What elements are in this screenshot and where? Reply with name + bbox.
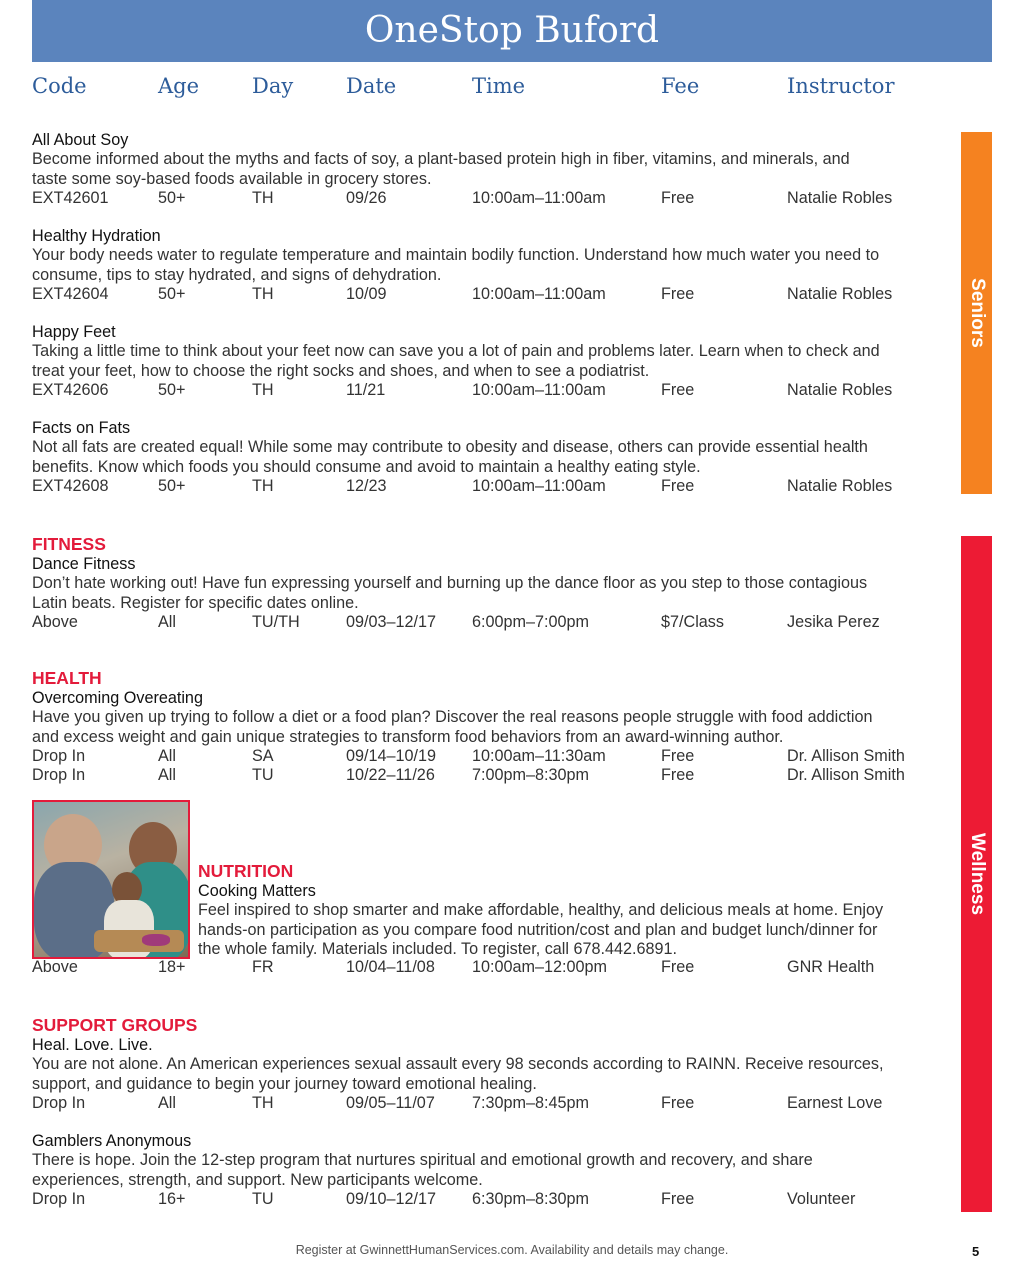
- column-header-date: Date: [346, 74, 397, 98]
- section-health: [32, 668, 952, 785]
- category-heading: HEALTH: [32, 668, 102, 688]
- class-title: Facts on Fats: [32, 419, 131, 437]
- class-description: Not all fats are created equal! While some may contribute to obesity and disease, others can provide essential health benefits. Know which foods you should consume and avoid to maintain a healthy eating style.: [32, 438, 868, 476]
- column-header-age: Age: [158, 74, 200, 98]
- schedule-row: Above 18+ FR 10/04–11/08 10:00am–12:00pm Free GNR Health: [32, 958, 875, 976]
- section-fitness: [32, 534, 952, 632]
- class-healthy-hydration: [32, 227, 952, 304]
- class-description: Feel inspired to shop smarter and make affordable, healthy, and delicious meals at home. Enjoy hands-on participation as you compare food nutrition/cost and plan and budget lunch/dinner for the whole family. Materials included. To register, call 678.442.6891.: [198, 901, 884, 958]
- class-description: You are not alone. An American experiences sexual assault every 98 seconds according to RAINN. Receive resources, support, and guidance to begin your journey toward emotional healing.: [32, 1055, 884, 1093]
- class-description: Have you given up trying to follow a diet or a food plan? Discover the real reasons people struggle with food addiction and excess weight and gain unique strategies to transform food behaviors from an award-winning author.: [32, 708, 873, 746]
- cooking-family-photo: [32, 800, 190, 959]
- class-title: Overcoming Overeating: [32, 689, 203, 707]
- schedule-row: EXT42606 50+ TH 11/21 10:00am–11:00am Free Natalie Robles: [32, 380, 893, 399]
- section-tab-seniors: Seniors: [961, 132, 992, 494]
- class-gamblers-anonymous: [32, 1132, 952, 1209]
- class-title: Healthy Hydration: [32, 227, 161, 245]
- section-support-groups: [32, 1015, 952, 1113]
- class-description: Don’t hate working out! Have fun expressing yourself and burning up the dance floor as you step to those contagious Latin beats. Register for specific dates online.: [32, 574, 868, 612]
- schedule-row: Drop In 16+ TU 09/10–12/17 6:30pm–8:30pm Free Volunteer: [32, 1189, 856, 1208]
- schedule-row: EXT42601 50+ TH 09/26 10:00am–11:00am Free Natalie Robles: [32, 188, 893, 207]
- class-facts-on-fats: [32, 419, 952, 496]
- column-header-fee: Fee: [661, 74, 700, 98]
- column-header-time: Time: [472, 74, 526, 98]
- category-heading: SUPPORT GROUPS: [32, 1015, 198, 1035]
- class-title: All About Soy: [32, 131, 129, 149]
- schedule-row: Drop In All SA 09/14–10/19 10:00am–11:30am Free Dr. Allison Smith: [32, 746, 905, 765]
- class-description: Your body needs water to regulate temperature and maintain bodily function. Understand how much water you need to consume, tips to stay hydrated, and signs of dehydration.: [32, 246, 880, 284]
- schedule-row: Above All TU/TH 09/03–12/17 6:00pm–7:00pm $7/Class Jesika Perez: [32, 612, 880, 631]
- column-header-instructor: Instructor: [787, 74, 895, 98]
- class-title: Gamblers Anonymous: [32, 1132, 192, 1150]
- schedule-row: EXT42608 50+ TH 12/23 10:00am–11:00am Free Natalie Robles: [32, 476, 893, 495]
- category-heading: FITNESS: [32, 534, 106, 554]
- class-happy-feet: [32, 323, 952, 400]
- class-title: Dance Fitness: [32, 555, 136, 573]
- category-heading: NUTRITION: [198, 861, 294, 881]
- section-nutrition: [198, 861, 958, 959]
- footer-note: Register at GwinnettHumanServices.com. Availability and details may change.: [295, 1243, 729, 1257]
- class-description: There is hope. Join the 12-step program that nurtures spiritual and emotional growth and recovery, and share experiences, strength, and support. New participants welcome.: [32, 1151, 813, 1189]
- page-number: 5: [972, 1244, 980, 1259]
- schedule-row: EXT42604 50+ TH 10/09 10:00am–11:00am Free Natalie Robles: [32, 284, 893, 303]
- class-all-about-soy: [32, 131, 952, 208]
- column-header-day: Day: [252, 74, 294, 98]
- column-header-code: Code: [32, 74, 87, 98]
- nutrition-schedule: [32, 958, 952, 977]
- page-title: OneStop Buford: [32, 0, 992, 62]
- schedule-row: Drop In All TU 10/22–11/26 7:00pm–8:30pm Free Dr. Allison Smith: [32, 766, 905, 785]
- class-title: Happy Feet: [32, 323, 116, 341]
- class-description: Taking a little time to think about your feet now can save you a lot of pain and problems later. Learn when to check and treat your feet, how to choose the right socks and shoes, and when to see a podiatrist.: [32, 342, 880, 380]
- class-title: Heal. Love. Live.: [32, 1036, 153, 1054]
- class-title: Cooking Matters: [198, 882, 316, 900]
- schedule-row: Drop In All TH 09/05–11/07 7:30pm–8:45pm Free Earnest Love: [32, 1093, 883, 1112]
- section-tab-wellness: Wellness: [961, 536, 992, 1212]
- class-description: Become informed about the myths and facts of soy, a plant-based protein high in fiber, vitamins, and minerals, and taste some soy-based foods available in grocery stores.: [32, 150, 850, 188]
